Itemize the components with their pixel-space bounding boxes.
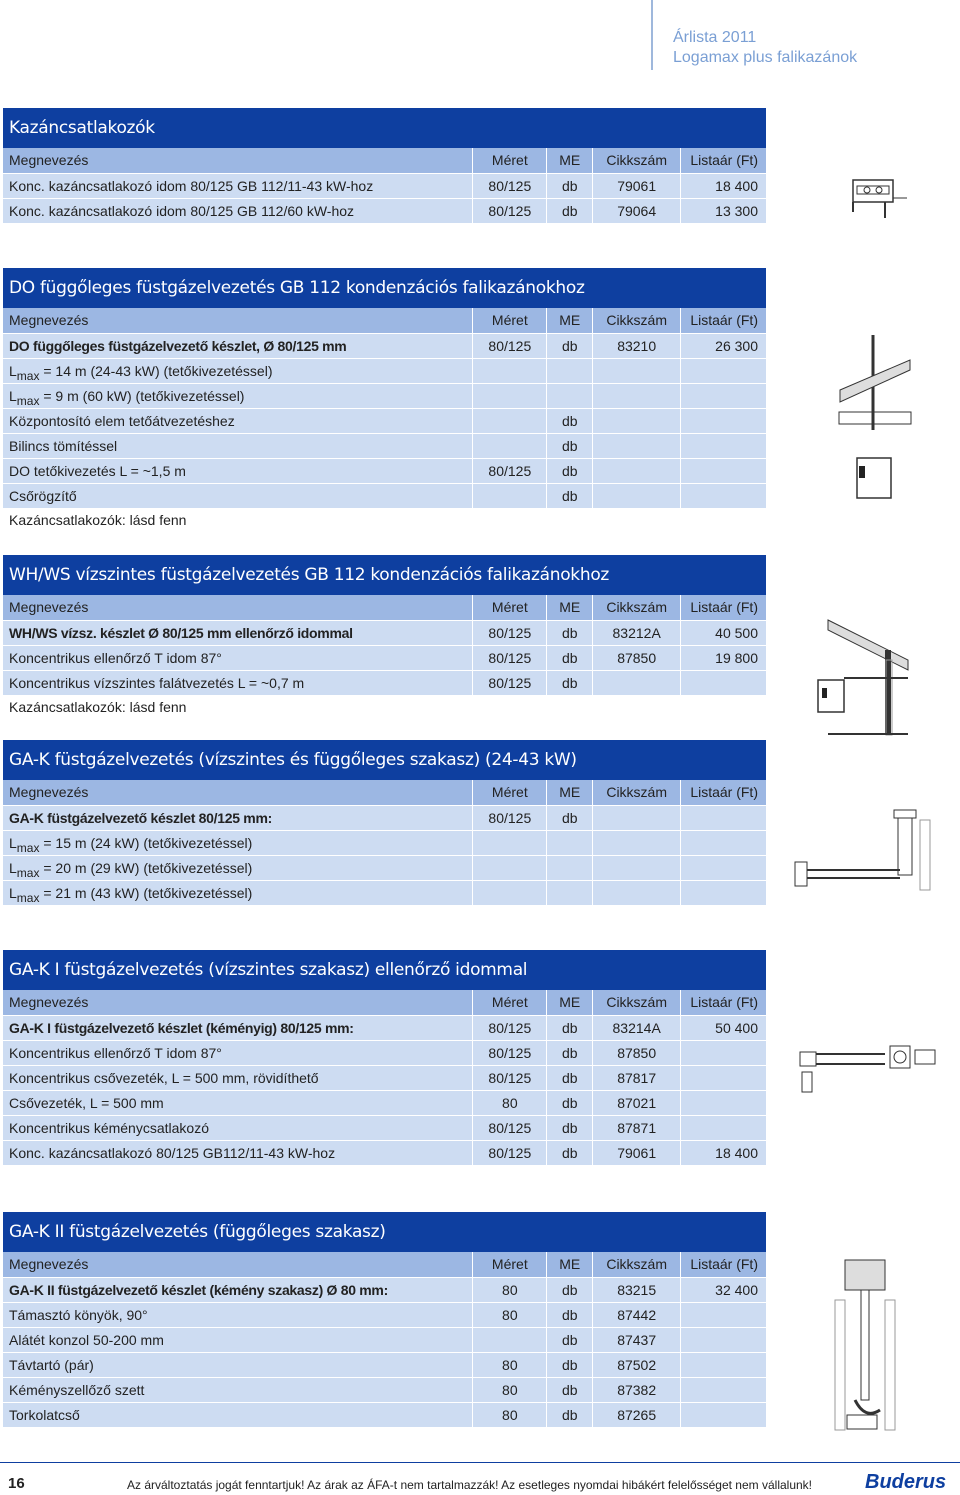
row-size: 80/125 <box>473 1115 546 1140</box>
table-row <box>3 1140 766 1165</box>
row-unit: db <box>547 670 592 695</box>
row-size: 80/125 <box>473 458 546 483</box>
row-unit: db <box>547 1140 592 1165</box>
table-row <box>3 1302 766 1327</box>
row-name-rest: = 15 m (24 kW) (tetőkivezetéssel) <box>39 835 253 851</box>
row-price <box>681 1402 766 1427</box>
table-row <box>3 880 766 905</box>
table-row <box>3 173 766 198</box>
header-article: Cikkszám <box>593 780 680 805</box>
row-name: Koncentrikus vízszintes falátvezetés L = ~0,7 m <box>9 675 305 691</box>
row-name: Távtartó (pár) <box>9 1357 94 1373</box>
table-row <box>3 695 766 720</box>
row-price <box>681 383 766 408</box>
table-row <box>3 1040 766 1065</box>
row-name: Konc. kazáncsatlakozó 80/125 GB112/11-43 kW-hoz <box>9 1145 336 1161</box>
row-unit <box>547 383 592 408</box>
row-article <box>593 830 680 855</box>
row-article: 87502 <box>593 1352 680 1377</box>
section-title: Kazáncsatlakozók <box>3 108 766 148</box>
table-row <box>3 1065 766 1090</box>
row-article: 87021 <box>593 1090 680 1115</box>
row-price <box>681 1327 766 1352</box>
table-row <box>3 483 766 508</box>
table-row <box>3 1352 766 1377</box>
row-name: Konc. kazáncsatlakozó idom 80/125 GB 112/11-43 kW-hoz <box>9 178 374 194</box>
row-article: 83214A <box>593 1015 680 1040</box>
table-row <box>3 645 766 670</box>
row-unit: db <box>547 483 592 508</box>
header-price: Listaár (Ft) <box>681 595 766 620</box>
header-name: Megnevezés <box>3 1252 472 1277</box>
table-row <box>3 198 766 223</box>
ga-k-i-illustration <box>790 1030 940 1100</box>
footer-divider <box>0 1462 960 1463</box>
row-name-sub: max <box>16 841 40 855</box>
row-unit: db <box>547 1277 592 1302</box>
header-unit: ME <box>547 780 592 805</box>
section <box>3 1212 766 1427</box>
section <box>3 950 766 1165</box>
row-name: WH/WS vízsz. készlet Ø 80/125 mm ellenőrző idommal <box>9 625 353 641</box>
row-name: L <box>9 860 17 876</box>
header-price: Listaár (Ft) <box>681 780 766 805</box>
header-unit: ME <box>547 308 592 333</box>
header-size: Méret <box>473 308 546 333</box>
row-article <box>593 433 680 458</box>
brand-logo: Buderus <box>865 1471 947 1493</box>
header-price: Listaár (Ft) <box>681 308 766 333</box>
row-name: Alátét konzol 50-200 mm <box>9 1332 164 1348</box>
header-size: Méret <box>473 148 546 173</box>
table-row <box>3 620 766 645</box>
header-name: Megnevezés <box>3 990 472 1015</box>
row-name-rest: = 21 m (43 kW) (tetőkivezetéssel) <box>39 885 253 901</box>
table-header <box>3 1252 766 1277</box>
row-price <box>681 805 766 830</box>
row-name: Kéményszellőző szett <box>9 1382 145 1398</box>
row-price: 40 500 <box>681 620 766 645</box>
row-size: 80/125 <box>473 1140 546 1165</box>
header-size: Méret <box>473 595 546 620</box>
row-name: L <box>9 363 17 379</box>
horizontal-flue-illustration <box>808 600 918 740</box>
header-unit: ME <box>547 148 592 173</box>
table-row <box>3 1377 766 1402</box>
header-price: Listaár (Ft) <box>681 1252 766 1277</box>
table-row <box>3 1090 766 1115</box>
table-row <box>3 458 766 483</box>
section <box>3 108 766 223</box>
row-size <box>473 483 546 508</box>
row-unit: db <box>547 198 592 223</box>
table-row <box>3 1327 766 1352</box>
row-name: Bilincs tömítéssel <box>9 438 118 454</box>
header-price: Listaár (Ft) <box>681 148 766 173</box>
row-size: 80 <box>473 1302 546 1327</box>
row-name: DO tetőkivezetés L = ~1,5 m <box>9 463 186 479</box>
table-row <box>3 1115 766 1140</box>
row-price <box>681 1065 766 1090</box>
row-size: 80/125 <box>473 173 546 198</box>
row-price <box>681 670 766 695</box>
table-row <box>3 1277 766 1302</box>
row-article <box>593 483 680 508</box>
row-article <box>593 855 680 880</box>
section-title: GA-K II füstgázelvezetés (függőleges szakasz) <box>3 1212 766 1252</box>
row-article: 79064 <box>593 198 680 223</box>
table-row <box>3 1015 766 1040</box>
table-row <box>3 408 766 433</box>
header-title: Árlista 2011 <box>673 29 757 46</box>
row-size <box>473 880 546 905</box>
row-price <box>681 358 766 383</box>
table-row <box>3 805 766 830</box>
row-price: 50 400 <box>681 1015 766 1040</box>
header-article: Cikkszám <box>593 148 680 173</box>
header-name: Megnevezés <box>3 308 472 333</box>
row-article <box>593 358 680 383</box>
row-article: 87442 <box>593 1302 680 1327</box>
row-name: DO függőleges füstgázelvezető készlet, Ø 80/125 mm <box>9 338 347 354</box>
section-title: GA-K I füstgázelvezetés (vízszintes szakasz) ellenőrző idommal <box>3 950 766 990</box>
row-unit: db <box>547 620 592 645</box>
header-divider <box>651 0 653 70</box>
row-name: Torkolatcső <box>9 1407 80 1423</box>
row-unit: db <box>547 433 592 458</box>
row-size: 80/125 <box>473 805 546 830</box>
row-name: Csőrögzítő <box>9 488 77 504</box>
row-price <box>681 483 766 508</box>
table-row <box>3 433 766 458</box>
row-name: GA-K I füstgázelvezető készlet (kéményig) 80/125 mm: <box>9 1020 354 1036</box>
table-header <box>3 780 766 805</box>
row-price <box>681 1040 766 1065</box>
table-row <box>3 383 766 408</box>
row-unit: db <box>547 333 592 358</box>
row-price <box>681 1377 766 1402</box>
row-size: 80/125 <box>473 620 546 645</box>
table-row <box>3 508 766 533</box>
row-article <box>593 880 680 905</box>
row-article: 87437 <box>593 1327 680 1352</box>
section <box>3 555 766 720</box>
row-article: 83215 <box>593 1277 680 1302</box>
row-size: 80/125 <box>473 670 546 695</box>
row-size: 80/125 <box>473 198 546 223</box>
row-article: 87817 <box>593 1065 680 1090</box>
header-price: Listaár (Ft) <box>681 990 766 1015</box>
header-size: Méret <box>473 1252 546 1277</box>
header-unit: ME <box>547 595 592 620</box>
row-article <box>593 383 680 408</box>
vertical-flue-illustration <box>835 330 915 500</box>
row-unit: db <box>547 1090 592 1115</box>
footer-note: Az árváltoztatás jogát fenntartjuk! Az árak az ÁFA-t nem tartalmazzák! Az esetleges nyomdai hibákért felelősséget nem vállalunk! <box>127 1478 813 1492</box>
row-size <box>473 1327 546 1352</box>
row-article: 87850 <box>593 1040 680 1065</box>
row-price: 18 400 <box>681 173 766 198</box>
row-size <box>473 383 546 408</box>
row-name: Támasztó könyök, 90° <box>9 1307 148 1323</box>
row-size <box>473 855 546 880</box>
row-unit <box>547 358 592 383</box>
row-article: 87382 <box>593 1377 680 1402</box>
ga-k-ii-illustration <box>825 1250 915 1440</box>
row-article <box>593 408 680 433</box>
row-unit: db <box>547 1115 592 1140</box>
header-subtitle: Logamax plus falikazánok <box>673 49 858 66</box>
row-article <box>593 670 680 695</box>
row-size: 80/125 <box>473 1040 546 1065</box>
row-price <box>681 433 766 458</box>
row-size <box>473 830 546 855</box>
row-unit: db <box>547 458 592 483</box>
row-unit: db <box>547 408 592 433</box>
row-article: 79061 <box>593 173 680 198</box>
row-name-rest: = 14 m (24-43 kW) (tetőkivezetéssel) <box>39 363 273 379</box>
section-title: WH/WS vízszintes füstgázelvezetés GB 112 kondenzációs falikazánokhoz <box>3 555 766 595</box>
row-name: L <box>9 835 17 851</box>
row-price: 26 300 <box>681 333 766 358</box>
row-price <box>681 880 766 905</box>
row-name: Csővezeték, L = 500 mm <box>9 1095 164 1111</box>
row-unit: db <box>547 1040 592 1065</box>
row-price: 13 300 <box>681 198 766 223</box>
row-size <box>473 433 546 458</box>
row-name: Központosító elem tetőátvezetéshez <box>9 413 235 429</box>
table-header <box>3 148 766 173</box>
ga-k-illustration <box>790 790 940 900</box>
row-article: 87265 <box>593 1402 680 1427</box>
header-unit: ME <box>547 1252 592 1277</box>
row-article: 83210 <box>593 333 680 358</box>
row-price <box>681 1115 766 1140</box>
section <box>3 740 766 905</box>
row-price <box>681 1352 766 1377</box>
section-title: GA-K füstgázelvezetés (vízszintes és függőleges szakasz) (24-43 kW) <box>3 740 766 780</box>
row-name: Koncentrikus kéménycsatlakozó <box>9 1120 209 1136</box>
row-unit: db <box>547 1015 592 1040</box>
row-name-sub: max <box>16 369 40 383</box>
row-unit: db <box>547 173 592 198</box>
header-name: Megnevezés <box>3 595 472 620</box>
row-size <box>473 358 546 383</box>
row-name-sub: max <box>16 394 40 408</box>
table-row <box>3 830 766 855</box>
row-unit: db <box>547 1302 592 1327</box>
row-article <box>593 458 680 483</box>
row-price <box>681 830 766 855</box>
header-article: Cikkszám <box>593 308 680 333</box>
row-size: 80/125 <box>473 333 546 358</box>
row-price <box>681 1090 766 1115</box>
section <box>3 268 766 533</box>
row-size: 80 <box>473 1352 546 1377</box>
table-row <box>3 358 766 383</box>
row-name: Konc. kazáncsatlakozó idom 80/125 GB 112/60 kW-hoz <box>9 203 355 219</box>
header-name: Megnevezés <box>3 148 472 173</box>
row-size: 80 <box>473 1277 546 1302</box>
row-price: 19 800 <box>681 645 766 670</box>
row-name: GA-K II füstgázelvezető készlet (kémény szakasz) Ø 80 mm: <box>9 1282 388 1298</box>
row-unit: db <box>547 1065 592 1090</box>
header-unit: ME <box>547 990 592 1015</box>
row-size: 80 <box>473 1377 546 1402</box>
row-name: Kazáncsatlakozók: lásd fenn <box>3 695 473 720</box>
row-article: 87850 <box>593 645 680 670</box>
row-unit <box>547 880 592 905</box>
header-article: Cikkszám <box>593 990 680 1015</box>
row-price: 32 400 <box>681 1277 766 1302</box>
row-unit: db <box>547 1377 592 1402</box>
row-unit: db <box>547 1327 592 1352</box>
row-name: Koncentrikus ellenőrző T idom 87° <box>9 1045 222 1061</box>
row-size <box>473 408 546 433</box>
row-article: 79061 <box>593 1140 680 1165</box>
boiler-connector-illustration <box>845 170 915 230</box>
row-name-rest: = 9 m (60 kW) (tetőkivezetéssel) <box>39 388 245 404</box>
row-price <box>681 408 766 433</box>
row-article: 83212A <box>593 620 680 645</box>
row-unit: db <box>547 805 592 830</box>
table-header <box>3 595 766 620</box>
header-name: Megnevezés <box>3 780 472 805</box>
row-name: GA-K füstgázelvezető készlet 80/125 mm: <box>9 810 272 826</box>
row-size: 80/125 <box>473 1065 546 1090</box>
row-name-rest: = 20 m (29 kW) (tetőkivezetéssel) <box>39 860 253 876</box>
row-size: 80/125 <box>473 645 546 670</box>
table-row <box>3 670 766 695</box>
page-header <box>673 28 857 68</box>
header-article: Cikkszám <box>593 1252 680 1277</box>
row-size: 80 <box>473 1090 546 1115</box>
row-price: 18 400 <box>681 1140 766 1165</box>
row-name: L <box>9 885 17 901</box>
row-article: 87871 <box>593 1115 680 1140</box>
table-header <box>3 308 766 333</box>
table-row <box>3 855 766 880</box>
row-price <box>681 1302 766 1327</box>
table-row <box>3 333 766 358</box>
row-size: 80/125 <box>473 1015 546 1040</box>
header-article: Cikkszám <box>593 595 680 620</box>
page-number: 16 <box>8 1475 25 1492</box>
header-size: Méret <box>473 780 546 805</box>
row-article <box>593 805 680 830</box>
row-unit: db <box>547 645 592 670</box>
row-unit <box>547 855 592 880</box>
section-title: DO függőleges füstgázelvezetés GB 112 kondenzációs falikazánokhoz <box>3 268 766 308</box>
row-unit: db <box>547 1352 592 1377</box>
table-row <box>3 1402 766 1427</box>
row-name-sub: max <box>16 891 40 905</box>
row-unit: db <box>547 1402 592 1427</box>
header-size: Méret <box>473 990 546 1015</box>
row-name: Kazáncsatlakozók: lásd fenn <box>3 508 473 533</box>
row-price <box>681 855 766 880</box>
table-header <box>3 990 766 1015</box>
row-name: Koncentrikus ellenőrző T idom 87° <box>9 650 222 666</box>
row-name: L <box>9 388 17 404</box>
row-price <box>681 458 766 483</box>
row-name: Koncentrikus csővezeték, L = 500 mm, rövidíthető <box>9 1070 319 1086</box>
row-name-sub: max <box>16 866 40 880</box>
row-unit <box>547 830 592 855</box>
row-size: 80 <box>473 1402 546 1427</box>
